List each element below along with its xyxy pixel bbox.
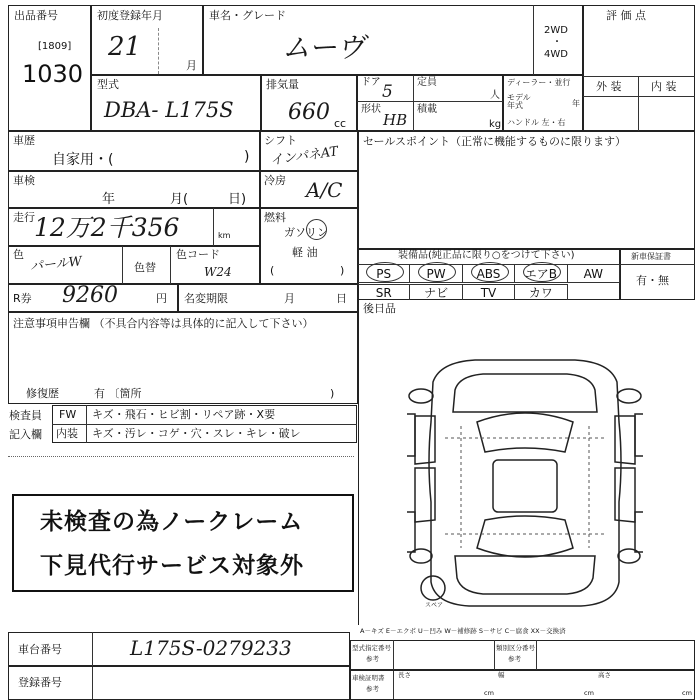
vehicle-cert-length: 長さ: [398, 671, 411, 679]
mileage-unit: km: [218, 231, 231, 240]
color-change-label: 色替: [134, 261, 156, 274]
registration-label: 初度登録年月: [97, 9, 163, 22]
equipment-item: PS: [358, 264, 410, 282]
registration-no-label: 登録番号: [18, 676, 62, 689]
capacity-label: 定員: [417, 77, 437, 88]
inspector-label-2: 記入欄: [9, 428, 42, 441]
displacement-unit: cc: [334, 117, 347, 130]
load-label: 積載: [417, 104, 437, 115]
interior-label: 内 装: [651, 80, 677, 93]
category-no-label-2: 参考: [508, 655, 521, 663]
model-year-label: モデル 年式: [507, 93, 531, 110]
history-box: [8, 131, 260, 171]
inspection-label: 車検: [13, 174, 35, 187]
vehicle-cert-height: 高さ: [598, 671, 611, 679]
car-name-value: ムーヴ: [282, 31, 365, 64]
color-code-value: W24: [204, 265, 232, 279]
notice-line-1: 未検査の為ノークレーム: [40, 509, 304, 535]
drive-2wd: 2WD: [544, 25, 568, 36]
fuel-paren-close: ): [340, 264, 345, 277]
inspector-fw: FW: [59, 408, 77, 421]
model-designation-label-1: 型式指定番号: [352, 644, 391, 652]
sales-point-label: セールスポイント（正常に機能するものに限ります）: [363, 135, 627, 148]
vehicle-cert-label-1: 車検証明書: [352, 674, 385, 682]
vehicle-cert-cm-3: cm: [682, 689, 692, 697]
history-value: 自家用・(: [52, 152, 114, 168]
vehicle-cert-cm-2: cm: [584, 689, 594, 697]
equipment-circle-mark: [366, 262, 404, 282]
recycle-value: 9260: [62, 283, 118, 308]
door-label: ドア: [361, 77, 381, 88]
chassis-value: L175S-0279233: [130, 636, 292, 660]
damage-legend: A－キズ E－エクボ U－凹み W－補修跡 S－サビ C－腐食 XX－交換済: [360, 627, 566, 635]
model-value: DBA- L175S: [104, 98, 234, 122]
spare-label: スペア: [425, 602, 444, 609]
fuel-paren-open: (: [270, 264, 275, 277]
displacement-value: 660: [288, 100, 330, 125]
mileage-value: 12万2千356: [34, 213, 180, 242]
inspector-fw-text: キズ・飛石・ヒビ割・リペア跡・X要: [92, 408, 276, 421]
lot-label: 出品番号: [14, 9, 58, 22]
fuel-gasoline-circle: [306, 219, 327, 240]
equipment-item: TV: [463, 284, 515, 300]
category-no-label-1: 類別区分番号: [496, 644, 535, 652]
auction-code: [1809]: [38, 41, 72, 52]
handle-label: ハンドル 左・右: [507, 118, 566, 127]
evaluation-label: 評 価 点: [606, 9, 646, 22]
inspection-month: 月(: [170, 192, 189, 207]
sales-point-box: [358, 131, 695, 249]
model-designation-label-2: 参考: [366, 655, 379, 663]
equipment-item: エアB: [515, 264, 567, 282]
car-damage-diagram: [405, 352, 645, 614]
displacement-label: 排気量: [266, 78, 299, 91]
fuel-diesel: 軽 油: [292, 246, 318, 259]
drive-dot: ・: [552, 37, 562, 48]
name-change-label: 名変期限: [184, 292, 228, 305]
capacity-unit: 人: [490, 90, 500, 101]
warranty-label: 新車保証書: [631, 252, 671, 261]
equipment-item: カワ: [515, 284, 567, 300]
recycle-unit: 円: [156, 292, 167, 305]
repair-value: 有 〔箇所: [94, 387, 142, 400]
car-name-label: 車名・グレード: [209, 9, 286, 22]
notes-label: 注意事項申告欄 （不具合内容等は具体的に記入して下さい）: [13, 317, 314, 330]
mileage-label: 走行: [13, 211, 35, 224]
shift-value: インパネAT: [269, 144, 340, 169]
repair-close: ): [330, 387, 335, 400]
repair-label: 修復歴: [26, 387, 59, 400]
shift-label: シフト: [264, 134, 297, 147]
shape-value: HB: [383, 111, 408, 129]
color-label: 色: [13, 248, 24, 261]
registration-year: 21: [108, 32, 142, 62]
inspector-int: 内装: [56, 427, 78, 440]
model-label: 型式: [97, 78, 119, 91]
vehicle-cert-cm-1: cm: [484, 689, 494, 697]
equipment-item: ABS: [463, 264, 515, 282]
equipment-item: SR: [358, 284, 410, 300]
notice-line-2: 下見代行サービス対象外: [40, 553, 304, 579]
history-close: ): [244, 149, 250, 165]
lot-number: 1030: [22, 60, 84, 88]
inspector-label-1: 検査員: [9, 409, 42, 422]
equipment-item: PW: [410, 264, 462, 282]
dealer-label: ディーラー・並行: [507, 78, 571, 87]
name-change-month: 月: [284, 292, 295, 305]
inspection-box: [8, 171, 260, 208]
chassis-label: 車台番号: [18, 643, 62, 656]
inspection-year: 年: [102, 192, 116, 207]
color-code-label: 色コード: [176, 248, 220, 261]
recycle-label: R券: [13, 292, 32, 305]
ac-label: 冷房: [264, 174, 286, 187]
history-label: 車歴: [13, 134, 35, 147]
inspector-int-text: キズ・汚レ・コゲ・穴・スレ・キレ・破レ: [92, 427, 301, 440]
inspection-day: 日): [228, 192, 247, 207]
color-value: パールW: [29, 254, 83, 275]
registration-month-unit: 月: [186, 59, 197, 72]
drive-4wd: 4WD: [544, 49, 568, 60]
model-year-unit: 年: [572, 99, 580, 108]
name-change-day: 日: [336, 292, 347, 305]
evaluation-box: [583, 5, 695, 131]
vehicle-cert-width: 幅: [498, 671, 505, 679]
vehicle-cert-label-2: 参考: [366, 685, 379, 693]
equipment-item: ナビ: [410, 284, 462, 300]
shape-label: 形状: [361, 104, 381, 115]
exterior-label: 外 装: [596, 80, 622, 93]
equipment-circle-mark: [523, 262, 561, 282]
later-date-label: 後日品: [363, 302, 396, 315]
fuel-gasoline: ガソリン: [284, 226, 328, 239]
warranty-value: 有・無: [636, 274, 669, 287]
door-value: 5: [382, 82, 393, 102]
fuel-label: 燃料: [264, 211, 286, 224]
equipment-label: 装備品(純正品に限り○をつけて下さい): [398, 250, 575, 261]
equipment-item: AW: [568, 264, 620, 282]
equipment-circle-mark: [471, 262, 509, 282]
load-unit: kg: [489, 119, 502, 130]
ac-value: A/C: [306, 178, 343, 202]
